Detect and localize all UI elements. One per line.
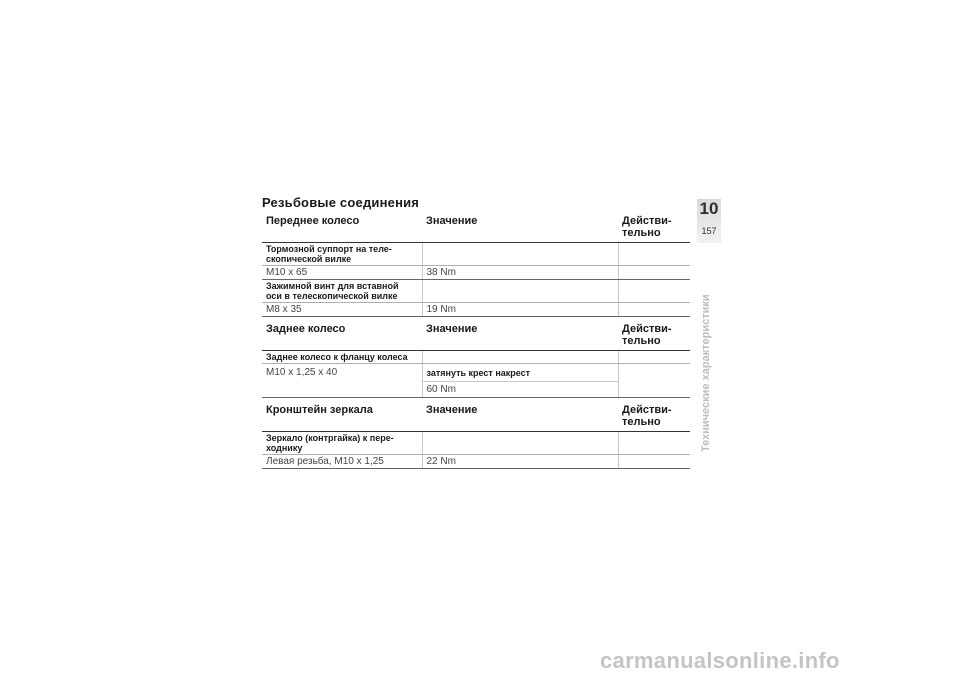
column-header: Значение xyxy=(422,398,618,432)
watermark: carmanualsonline.info xyxy=(600,648,840,673)
item-spec: М8 х 35 xyxy=(262,303,422,317)
column-header: Значение xyxy=(422,212,618,243)
section-header xyxy=(262,398,690,432)
table-row xyxy=(262,351,690,364)
item-label: Заднее колесо к фланцу колеса xyxy=(262,351,422,364)
item-note: затянуть крест накрест xyxy=(422,364,618,382)
page-title: Резьбовые соединения xyxy=(262,195,420,210)
table-row xyxy=(262,455,690,469)
column-header: Действи- тельно xyxy=(618,398,690,432)
item-value: 60 Nm xyxy=(422,382,618,398)
item-value: 19 Nm xyxy=(422,303,618,317)
chapter-side-title: Технические характеристики xyxy=(700,294,712,452)
table-row xyxy=(262,243,690,266)
item-label: Тормозной суппорт на теле- скопической вилке xyxy=(262,243,422,266)
column-header: Значение xyxy=(422,317,618,351)
column-header: Действи- тельно xyxy=(618,317,690,351)
column-header: Действи- тельно xyxy=(618,212,690,243)
torque-table xyxy=(262,212,690,469)
item-spec: М10 х 65 xyxy=(262,266,422,280)
item-spec: Левая резьба, М10 х 1,25 xyxy=(262,455,422,469)
item-label: Зажимной винт для вставной оси в телескопической вилке xyxy=(262,280,422,303)
item-spec: М10 х 1,25 х 40 xyxy=(262,364,422,398)
table-row xyxy=(262,364,690,382)
table-row xyxy=(262,432,690,455)
table-row xyxy=(262,280,690,303)
item-value: 38 Nm xyxy=(422,266,618,280)
threaded-connections-table xyxy=(262,212,690,469)
table-row xyxy=(262,266,690,280)
column-header: Кронштейн зеркала xyxy=(262,398,422,432)
section-header xyxy=(262,317,690,351)
column-header: Заднее колесо xyxy=(262,317,422,351)
column-header: Переднее колесо xyxy=(262,212,422,243)
page-number: 157 xyxy=(701,226,717,236)
table-row xyxy=(262,303,690,317)
chapter-number: 10 xyxy=(699,199,719,218)
item-label: Зеркало (контргайка) к пере- ходнику xyxy=(262,432,422,455)
section-header xyxy=(262,212,690,243)
item-value: 22 Nm xyxy=(422,455,618,469)
